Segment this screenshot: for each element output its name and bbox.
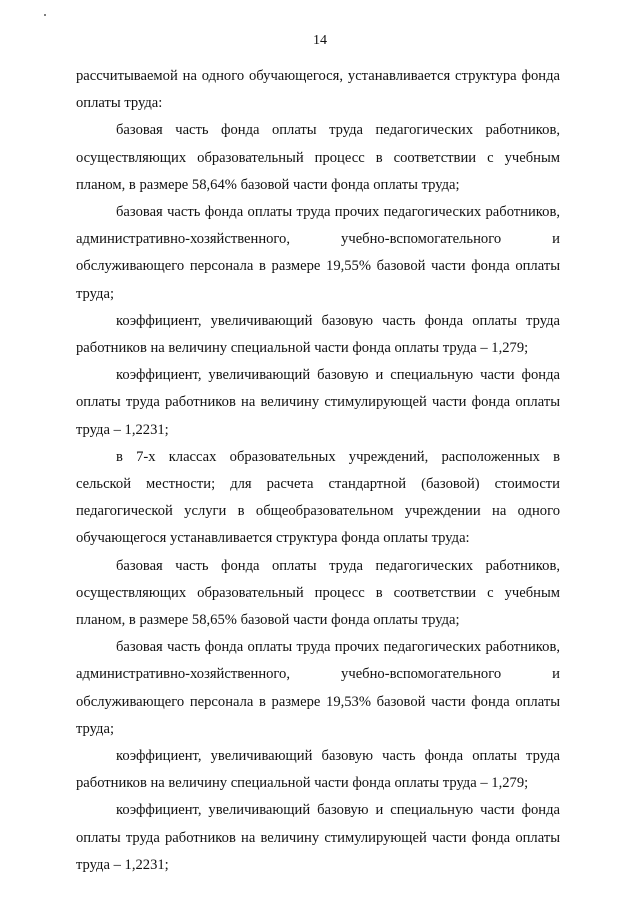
body-text bbox=[76, 63, 560, 879]
paragraph: коэффициент, увеличивающий базовую часть фонда оплаты труда работников на величину специальной части фонда оплаты труда – 1,279; bbox=[76, 312, 560, 357]
paragraph: базовая часть фонда оплаты труда прочих педагогических работников, административно-хозяйственного, учебно-вспомогательного и обслуживающего персонала в размере 19,55% базовой части фонда оплаты труда; bbox=[76, 204, 560, 302]
paragraph: коэффициент, увеличивающий базовую часть фонда оплаты труда работников на величину специальной части фонда оплаты труда – 1,279; bbox=[76, 748, 560, 792]
paragraph: рассчитываемой на одного обучающегося, устанавливается структура фонда оплаты труда: bbox=[76, 68, 560, 112]
paragraph: базовая часть фонда оплаты труда педагогических работников, осуществляющих образовательный процесс в соответствии с учебным планом, в размере 58,64% базовой части фонда оплаты труда; bbox=[76, 122, 560, 193]
paragraph: коэффициент, увеличивающий базовую и специальную части фонда оплаты труда работников на величину стимулирующей части фонда оплаты труда – 1,2231; bbox=[76, 367, 560, 438]
paragraph: базовая часть фонда оплаты труда прочих педагогических работников, административно-хозяйственного, учебно-вспомогательного и обслуживающего персонала в размере 19,53% базовой части фонда оплаты труда; bbox=[76, 639, 560, 737]
scan-speck bbox=[44, 14, 46, 16]
paragraph: коэффициент, увеличивающий базовую и специальную части фонда оплаты труда работников на величину стимулирующей части фонда оплаты труда – 1,2231; bbox=[76, 802, 560, 873]
paragraph: базовая часть фонда оплаты труда педагогических работников, осуществляющих образовательный процесс в соответствии с учебным планом, в размере 58,65% базовой части фонда оплаты труда; bbox=[76, 557, 560, 629]
paragraph: в 7-х классах образовательных учреждений, расположенных в сельской местности; для расчета стандартной (базовой) стоимости педагогической услуги в общеобразовательном учреждении на одного обучающегося устанавливается структура фонда оплаты труда: bbox=[76, 448, 560, 547]
page-number: 14 bbox=[313, 33, 327, 48]
